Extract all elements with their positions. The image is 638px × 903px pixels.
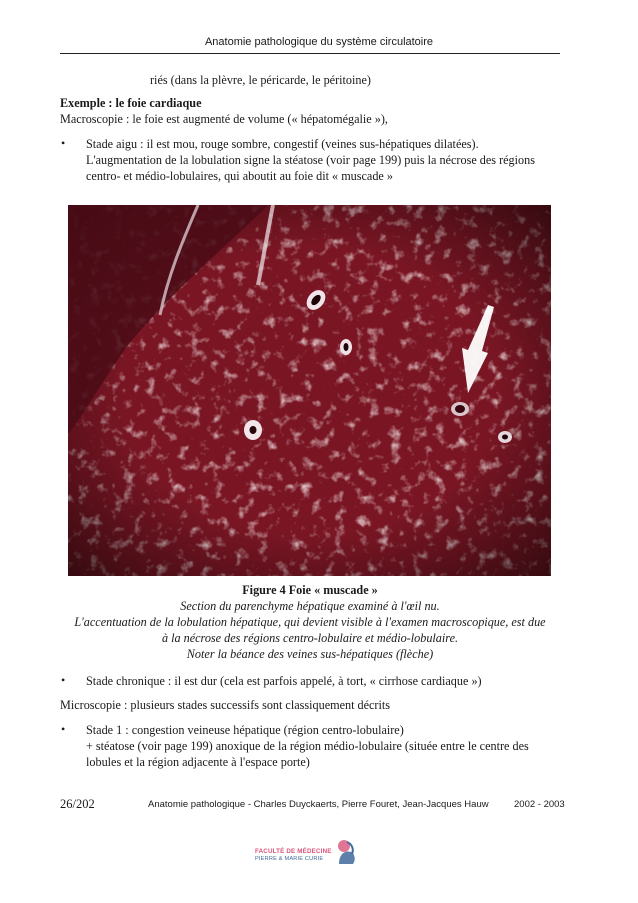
acute-line-1: Stade aigu : il est mou, rouge sombre, congestif (veines sus-hépatiques dilatées). (86, 137, 479, 151)
footer-credits: Anatomie pathologique - Charles Duyckaerts, Pierre Fouret, Jean-Jacques Hauw (148, 799, 489, 810)
figure-title: Figure 4 Foie « muscade » (242, 583, 378, 597)
acute-line-3: centro- et médio-lobulaires, qui aboutit au foie dit « muscade » (86, 169, 393, 183)
figure-caption-line-2: L'accentuation de la lobulation hépatique, qui devient visible à l'examen macroscopique, est due (74, 615, 546, 629)
chronic-line: Stade chronique : il est dur (cela est parfois appelé, à tort, « cirrhose cardiaque ») (86, 674, 482, 688)
footer-years: 2002 - 2003 (514, 799, 565, 810)
stage1-line-1: Stade 1 : congestion veineuse hépatique (région centro-lobulaire) (86, 723, 404, 737)
header-rule (60, 53, 560, 54)
figure-caption-line-1: Section du parenchyme hépatique examiné à l'œil nu. (180, 599, 440, 613)
bullet-chronic: • (61, 673, 66, 687)
continuation-line: riés (dans la plèvre, le péricarde, le péritoine) (150, 73, 371, 87)
page-number: 26/202 (60, 797, 95, 811)
acute-line-2: L'augmentation de la lobulation signe la stéatose (voir page 199) puis la nécrose des régions (86, 153, 535, 167)
logo-emblem-icon (335, 838, 357, 864)
logo-line-1: FACULTÉ DE MÉDECINE (255, 848, 332, 855)
microscopy-line: Microscopie : plusieurs stades successifs sont classiquement décrits (60, 698, 391, 712)
nutmeg-liver-photo (68, 205, 551, 576)
running-header: Anatomie pathologique du système circulatoire (204, 36, 434, 48)
stage1-line-3: lobules et la région adjacente à l'espace porte) (86, 755, 310, 769)
faculty-logo (255, 838, 355, 868)
bullet-acute: • (61, 136, 66, 150)
example-title: Exemple : le foie cardiaque (60, 96, 202, 110)
figure-caption-line-3: à la nécrose des régions centro-lobulaire et médio-lobulaire. (161, 631, 459, 645)
stage1-line-2: + stéatose (voir page 199) anoxique de la région médio-lobulaire (située entre le centre des (86, 739, 529, 753)
bullet-stage1: • (61, 722, 66, 736)
figure-caption-line-4: Noter la béance des veines sus-hépatiques (flèche) (186, 647, 434, 661)
logo-line-2: PIERRE & MARIE CURIE (255, 856, 324, 862)
macroscopy-line: Macroscopie : le foie est augmenté de volume (« hépatomégalie »), (60, 112, 388, 126)
